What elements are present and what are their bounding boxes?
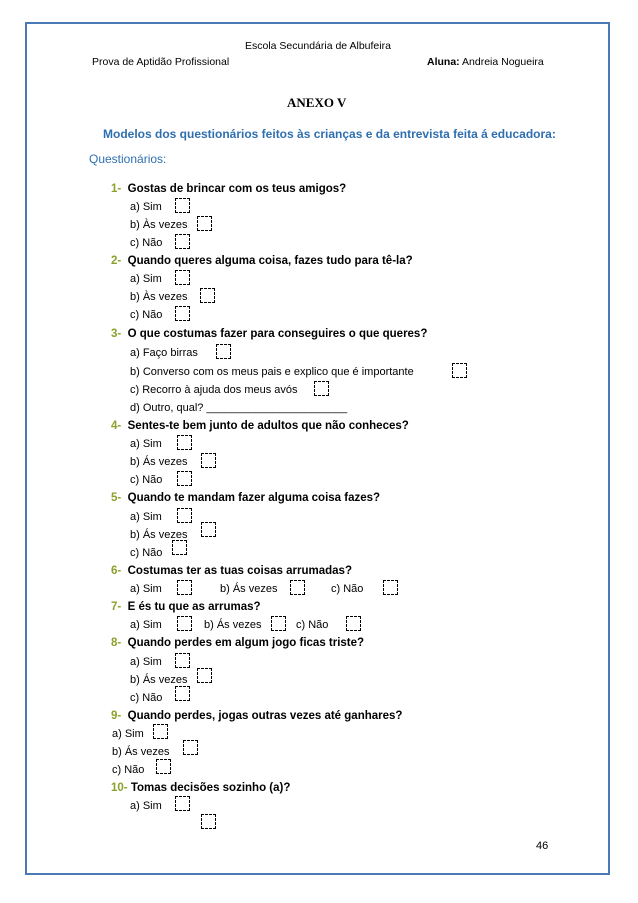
checkbox[interactable] — [452, 363, 467, 378]
checkbox[interactable] — [175, 270, 190, 285]
option: b) Às vezes — [130, 219, 188, 231]
checkbox[interactable] — [346, 616, 361, 631]
question-text: Quando perdes em algum jogo ficas triste? — [127, 637, 365, 649]
option: a) Sim — [130, 438, 162, 450]
checkbox[interactable] — [197, 216, 212, 231]
option: a) Sim — [130, 201, 162, 213]
question-7 — [111, 601, 261, 613]
page-number: 46 — [536, 840, 549, 852]
question-8 — [111, 637, 364, 649]
checkbox[interactable] — [271, 616, 286, 631]
question-3 — [111, 328, 427, 340]
question-number: 8- — [111, 637, 122, 649]
question-9 — [111, 710, 402, 722]
checkbox[interactable] — [201, 453, 216, 468]
question-number: 6- — [111, 565, 122, 577]
option: b) Ás vezes — [112, 746, 170, 758]
option: c) Não — [130, 309, 163, 321]
checkbox[interactable] — [175, 686, 190, 701]
option: b) Às vezes — [130, 291, 188, 303]
option: c) Não — [130, 474, 163, 486]
checkbox[interactable] — [201, 814, 216, 829]
option: a) Sim — [130, 511, 162, 523]
question-text: Sentes-te bem junto de adultos que não conheces? — [127, 420, 409, 432]
checkbox[interactable] — [177, 580, 192, 595]
question-number: 4- — [111, 420, 122, 432]
question-number: 1- — [111, 183, 122, 195]
section-label: Questionários: — [89, 152, 167, 166]
option: a) Sim — [130, 273, 162, 285]
question-5 — [111, 492, 380, 504]
option: d) Outro, qual? _______________________ — [130, 402, 348, 414]
subtitle: Modelos dos questionários feitos às crianças e da entrevista feita á educadora: — [103, 127, 556, 141]
checkbox[interactable] — [200, 288, 215, 303]
question-number: 10- — [111, 782, 128, 794]
option: b) Ás vezes — [130, 529, 188, 541]
question-number: 7- — [111, 601, 122, 613]
question-6 — [111, 565, 352, 577]
option: a) Sim — [130, 656, 162, 668]
checkbox[interactable] — [153, 724, 168, 739]
option: b) Ás vezes — [130, 456, 188, 468]
checkbox[interactable] — [290, 580, 305, 595]
checkbox[interactable] — [177, 508, 192, 523]
option: a) Sim — [130, 619, 162, 631]
checkbox[interactable] — [197, 668, 212, 683]
annex-title: ANEXO V — [287, 95, 347, 110]
checkbox[interactable] — [383, 580, 398, 595]
option: c) Não — [130, 547, 163, 559]
question-text: Quando queres alguma coisa, fazes tudo para tê-la? — [127, 255, 413, 267]
option: b) Ás vezes — [130, 674, 188, 686]
checkbox[interactable] — [175, 796, 190, 811]
option: a) Sim — [130, 800, 162, 812]
question-text: Quando perdes, jogas outras vezes até ganhares? — [127, 710, 403, 722]
question-4 — [111, 420, 409, 432]
question-number: 3- — [111, 328, 122, 340]
checkbox[interactable] — [177, 471, 192, 486]
checkbox[interactable] — [177, 616, 192, 631]
option: c) Não — [130, 692, 163, 704]
question-text: O que costumas fazer para conseguires o que queres? — [127, 328, 428, 340]
question-text: E és tu que as arrumas? — [127, 601, 261, 613]
checkbox[interactable] — [175, 306, 190, 321]
student-label: Aluna: — [427, 56, 460, 68]
question-number: 2- — [111, 255, 122, 267]
question-text: Tomas decisões sozinho (a)? — [130, 782, 291, 794]
option: b) Ás vezes — [204, 619, 262, 631]
question-1 — [111, 183, 346, 195]
option: c) Não — [130, 237, 163, 249]
question-2 — [111, 255, 413, 267]
checkbox[interactable] — [175, 198, 190, 213]
checkbox[interactable] — [216, 344, 231, 359]
checkbox[interactable] — [177, 435, 192, 450]
checkbox[interactable] — [314, 381, 329, 396]
option: b) Ás vezes — [220, 583, 278, 595]
question-number: 9- — [111, 710, 122, 722]
exam-name: Prova de Aptidão Profissional — [92, 56, 230, 68]
question-number: 5- — [111, 492, 122, 504]
option: a) Faço birras — [130, 347, 198, 359]
student-name: Andreia Nogueira — [462, 56, 544, 68]
checkbox[interactable] — [156, 759, 171, 774]
question-10 — [111, 782, 290, 794]
question-text: Quando te mandam fazer alguma coisa fazes? — [127, 492, 381, 504]
option: c) Recorro à ajuda dos meus avós — [130, 384, 298, 396]
checkbox[interactable] — [183, 740, 198, 755]
option: a) Sim — [130, 583, 162, 595]
option: b) Converso com os meus pais e explico que é importante — [130, 366, 414, 378]
student-info — [427, 56, 544, 68]
option: c) Não — [112, 764, 145, 776]
checkbox[interactable] — [175, 234, 190, 249]
option: a) Sim — [112, 728, 144, 740]
school-name: Escola Secundária de Albufeira — [245, 40, 391, 52]
question-text: Gostas de brincar com os teus amigos? — [127, 183, 347, 195]
checkbox[interactable] — [172, 540, 187, 555]
option: c) Não — [331, 583, 364, 595]
checkbox[interactable] — [201, 522, 216, 537]
question-text: Costumas ter as tuas coisas arrumadas? — [127, 565, 352, 577]
checkbox[interactable] — [175, 653, 190, 668]
option: c) Não — [296, 619, 329, 631]
